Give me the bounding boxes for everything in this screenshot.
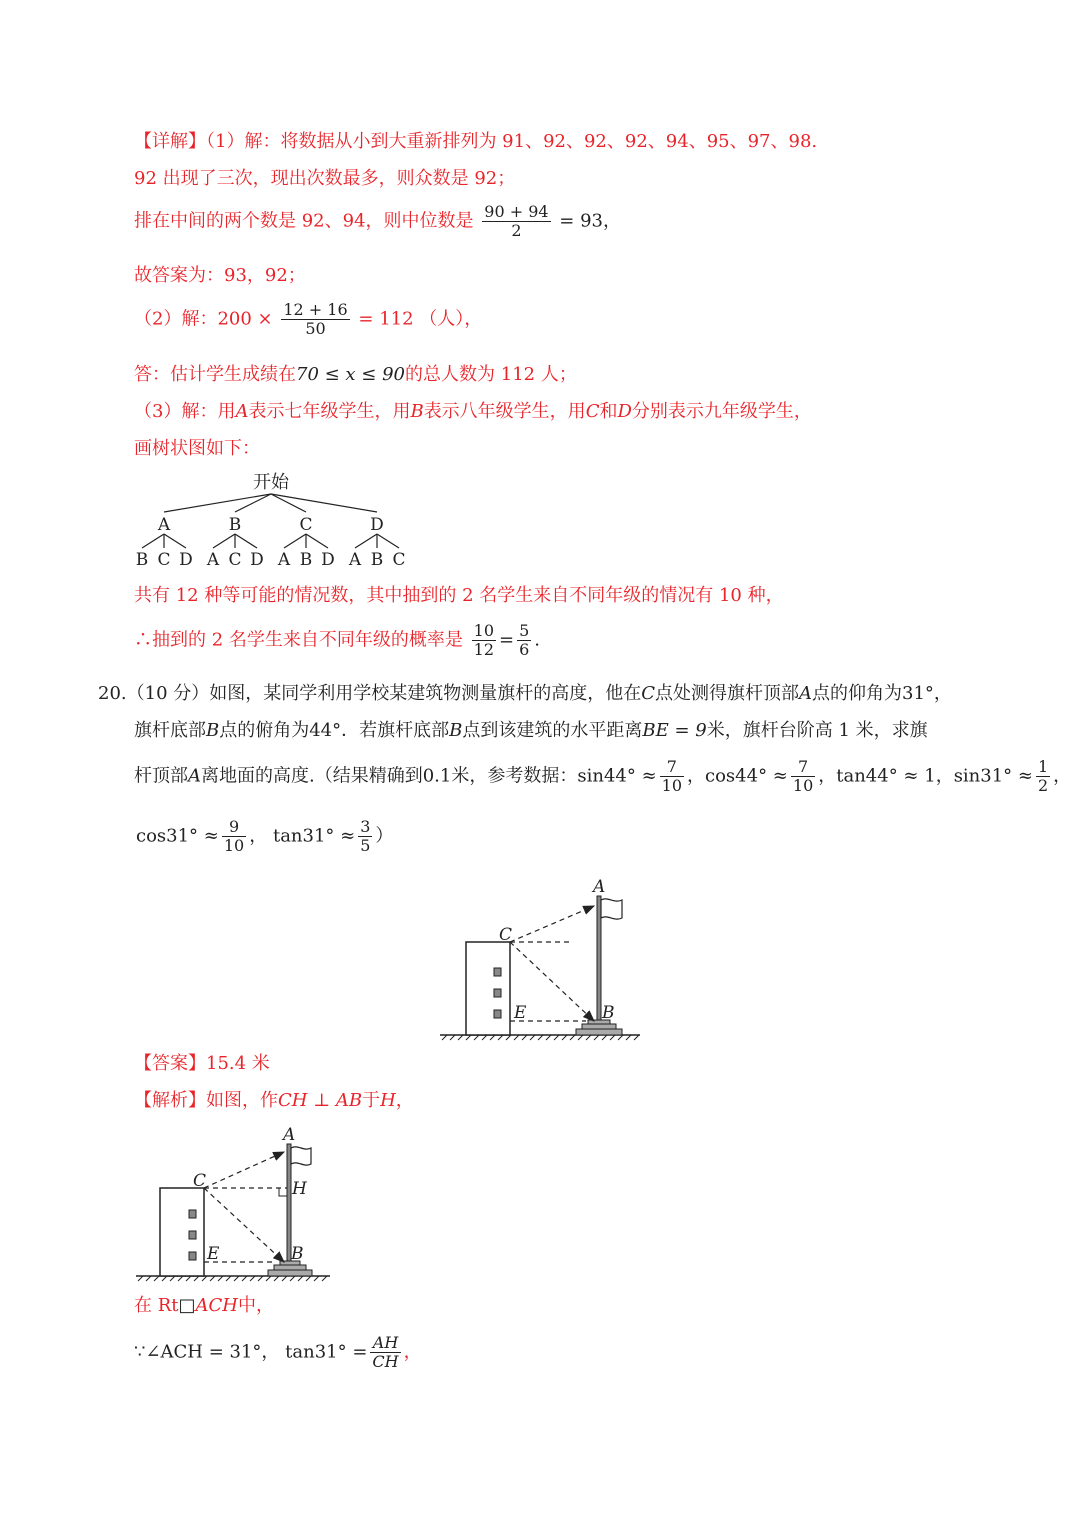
label-B: B bbox=[602, 1003, 615, 1023]
window bbox=[494, 989, 501, 997]
tree-diagram bbox=[134, 468, 424, 574]
label-E: E bbox=[514, 1003, 527, 1023]
flagpole-figure-with-h bbox=[134, 1126, 344, 1286]
tree-root: 开始 bbox=[253, 472, 289, 493]
s19-line-10: ∴抽到的 2 名学生来自不同年级的概率是 $\frac{10}{12}$ = $\frac{5}{6}$ . bbox=[134, 621, 541, 659]
probability-fraction-2: $\frac{5}{6}$ bbox=[519, 621, 530, 659]
label-A: A bbox=[283, 1126, 296, 1145]
s19-line-6: 答：估计学生成绩在70 ≤ x ≤ 90的总人数为 112 人； bbox=[134, 364, 577, 385]
tree-leaf: B bbox=[135, 550, 149, 570]
window bbox=[189, 1231, 196, 1239]
tree-leaf: A bbox=[348, 550, 362, 570]
tan31-fraction: $\frac{3}{5}$ bbox=[360, 817, 371, 855]
sin31-fraction: $\frac{1}{2}$ bbox=[1037, 757, 1049, 795]
label-C: C bbox=[499, 925, 513, 945]
cos44-fraction: $\frac{7}{10}$ bbox=[792, 757, 814, 795]
rt-line: 在 Rt□ACH中， bbox=[134, 1295, 274, 1316]
cos31-fraction: $\frac{9}{10}$ bbox=[223, 817, 245, 855]
q20-line-3: 杆顶部A离地面的高度.（结果精确到0.1米，参考数据：sin44° ≈ $\frac{7}{10}$ ，cos44° ≈ $\frac{7}{10}$ ，tan44° ≈ 1，sin31° ≈ $\frac{1}{2}$ ， bbox=[134, 757, 1072, 795]
s19-line-7: （3）解：用A表示七年级学生，用B表示八年级学生，用C和D分别表示九年级学生， bbox=[134, 401, 812, 422]
tree-leaf: A bbox=[206, 550, 220, 570]
label-H: H bbox=[292, 1179, 307, 1199]
analysis-line: 【解析】如图，作CH ⊥ AB于H， bbox=[134, 1090, 414, 1111]
sin44-fraction: $\frac{7}{10}$ bbox=[661, 757, 683, 795]
label-E: E bbox=[207, 1244, 220, 1264]
tree-node-l1: A bbox=[157, 515, 171, 535]
flagpole-figure bbox=[436, 876, 646, 1046]
label-B: B bbox=[291, 1244, 304, 1264]
tan31-ratio: $\frac{AH}{CH}$ bbox=[372, 1333, 399, 1371]
window bbox=[189, 1210, 196, 1218]
s19-line-8: 画树状图如下： bbox=[134, 438, 260, 459]
flag-icon bbox=[601, 899, 622, 919]
tree-leaf: D bbox=[321, 550, 335, 570]
tree-leaf: D bbox=[179, 550, 193, 570]
detail-tag: 【详解】 bbox=[134, 131, 206, 152]
label-A: A bbox=[593, 877, 606, 897]
tree-leaf: B bbox=[370, 550, 384, 570]
s19-line-5: （2）解：200 × $\frac{12 + 16}{50}$ = 112 （人）， bbox=[134, 300, 483, 338]
estimate-fraction: $\frac{12 + 16}{50}$ bbox=[283, 300, 348, 338]
flag-icon bbox=[291, 1147, 311, 1165]
tree-node-l1: D bbox=[370, 515, 384, 535]
tree-leaf: B bbox=[299, 550, 313, 570]
s19-line-2: 92 出现了三次，现出次数最多，则众数是 92； bbox=[134, 168, 516, 189]
q20-line-2: 旗杆底部B点的俯角为44°．若旗杆底部B点到该建筑的水平距离BE = 9米，旗杆台阶高 1 米，求旗 bbox=[134, 720, 928, 741]
label-C: C bbox=[193, 1171, 207, 1191]
tree-leaf: C bbox=[157, 550, 171, 570]
s19-line-1: 【详解】（1）解：将数据从小到大重新排列为 91、92、92、92、94、95、97、98. bbox=[134, 131, 818, 152]
tree-leaf: C bbox=[392, 550, 406, 570]
tree-node-l1: C bbox=[299, 515, 313, 535]
building bbox=[160, 1188, 204, 1276]
window bbox=[189, 1252, 196, 1260]
answer-line: 【答案】15.4 米 bbox=[134, 1053, 270, 1074]
s19-line-3: 排在中间的两个数是 92、94，则中位数是 $\frac{90 + 94}{2}$ = 93， bbox=[134, 202, 622, 240]
tree-leaf: D bbox=[250, 550, 264, 570]
median-fraction: $\frac{90 + 94}{2}$ bbox=[484, 202, 549, 240]
s19-line-9: 共有 12 种等可能的情况数，其中抽到的 2 名学生来自不同年级的情况有 10 种， bbox=[134, 585, 784, 606]
building bbox=[466, 942, 510, 1035]
tree-leaf: C bbox=[228, 550, 242, 570]
tan-line: ∵∠ACH = 31°， tan31° = $\frac{AH}{CH}$ ， bbox=[134, 1333, 422, 1371]
q20-line-1: 20.（10 分）如图，某同学利用学校某建筑物测量旗杆的高度，他在C点处测得旗杆顶部A点的仰角为31°， bbox=[98, 683, 952, 704]
window bbox=[494, 1010, 501, 1018]
window bbox=[494, 968, 501, 976]
probability-fraction-1: $\frac{10}{12}$ bbox=[473, 621, 494, 659]
s19-line-4: 故答案为：93，92； bbox=[134, 265, 306, 286]
tree-node-l1: B bbox=[228, 515, 242, 535]
q20-line-4: cos31° ≈ $\frac{9}{10}$ ， tan31° ≈ $\frac{3}{5}$ ） bbox=[136, 817, 394, 855]
tree-leaf: A bbox=[277, 550, 291, 570]
